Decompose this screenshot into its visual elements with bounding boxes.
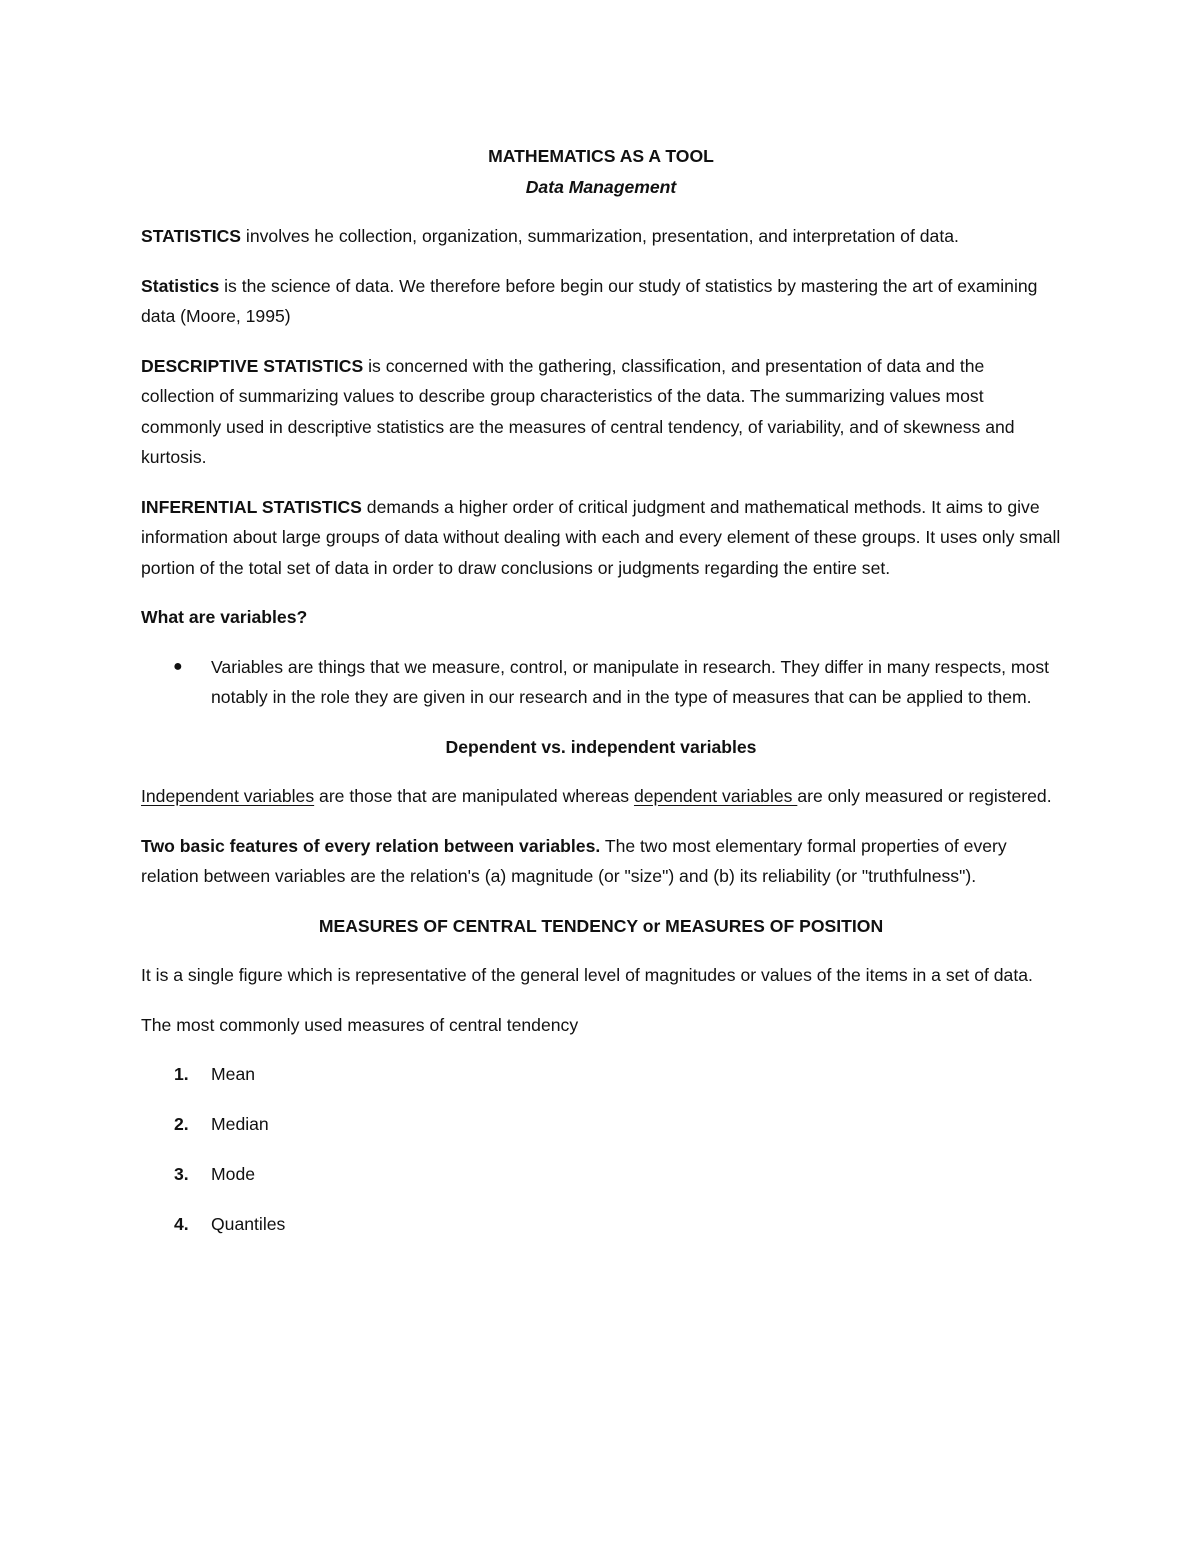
term-statistics: STATISTICS (141, 226, 242, 246)
list-item (141, 652, 1061, 713)
term-independent-variables: Independent variables (141, 786, 315, 806)
measures-heading: MEASURES OF CENTRAL TENDENCY or MEASURES OF POSITION (318, 915, 884, 936)
statistics-definition-text: involves he collection, organization, summarization, presentation, and interpretation of data. (241, 226, 959, 246)
measures-definition: It is a single figure which is representative of the general level of magnitudes or values of the items in a set of data. (141, 965, 1033, 985)
dependent-variables-text: are only measured or registered. (797, 786, 1052, 806)
dependent-independent-heading: Dependent vs. independent variables (445, 736, 757, 757)
list-item-label: Mean (211, 1064, 256, 1084)
measures-list (141, 1059, 1061, 1240)
two-features-paragraph (141, 831, 1061, 892)
term-inferential-statistics: INFERENTIAL STATISTICS (141, 496, 362, 517)
measures-intro: The most commonly used measures of central tendency (141, 1014, 579, 1035)
variables-bullet-text: Variables are things that we measure, control, or manipulate in research. They differ in many respects, most notably in the role they are given in our research and in the type of measures that can be applied to them. (211, 656, 1050, 707)
statistics-science-text: is the science of data. We therefore before begin our study of statistics by mastering the art of examining data (Moore, 1995) (141, 275, 1038, 326)
list-item (141, 1059, 1061, 1090)
list-item-label: Mode (211, 1164, 256, 1185)
term-two-features: Two basic features of every relation between variables. (141, 835, 601, 856)
list-number: 1. (174, 1064, 189, 1084)
list-number: 3. (174, 1164, 189, 1185)
inferential-statistics-text: demands a higher order of critical judgment and mathematical methods. It aims to give information about large groups of data without dealing with each and every element of these groups. It uses only small portion of the total set of data in order to draw conclusions or judgments regarding the entire set. (141, 496, 1061, 578)
list-item-label: Median (211, 1114, 269, 1135)
term-dependent-variables: dependent variables (633, 786, 798, 806)
term-statistics-science: Statistics (141, 275, 220, 296)
document-body (141, 141, 1061, 1259)
descriptive-statistics-paragraph (141, 351, 1061, 473)
two-features-text: The two most elementary formal properties of every relation between variables are the relation's (a) magnitude (or "size") and (b) its reliability (or "truthfulness"). (141, 835, 1007, 886)
list-item (141, 1159, 1061, 1190)
list-number: 2. (174, 1114, 189, 1135)
descriptive-statistics-text: is concerned with the gathering, classification, and presentation of data and the collection of summarizing values to describe group characteristics of the data. The summarizing values most commonly used in descriptive statistics are the measures of central tendency, of variability, and of skewness and kurtosis. (141, 355, 1015, 467)
list-item (141, 1209, 1061, 1240)
document-title: MATHEMATICS AS A TOOL (488, 146, 714, 166)
independent-variables-paragraph (141, 781, 1061, 812)
variables-heading: What are variables? (141, 607, 308, 627)
list-item (141, 1109, 1061, 1140)
list-number: 4. (174, 1214, 189, 1235)
document-subtitle: Data Management (525, 176, 677, 197)
independent-variables-text: are those that are manipulated whereas (314, 786, 634, 806)
inferential-statistics-paragraph (141, 492, 1061, 584)
list-item-label: Quantiles (211, 1214, 286, 1235)
variables-bullet-list (141, 652, 1061, 713)
term-descriptive-statistics: DESCRIPTIVE STATISTICS (141, 355, 364, 376)
bullet-icon: ● (173, 657, 183, 675)
statistics-definition (141, 221, 1061, 252)
statistics-science-paragraph (141, 271, 1061, 332)
